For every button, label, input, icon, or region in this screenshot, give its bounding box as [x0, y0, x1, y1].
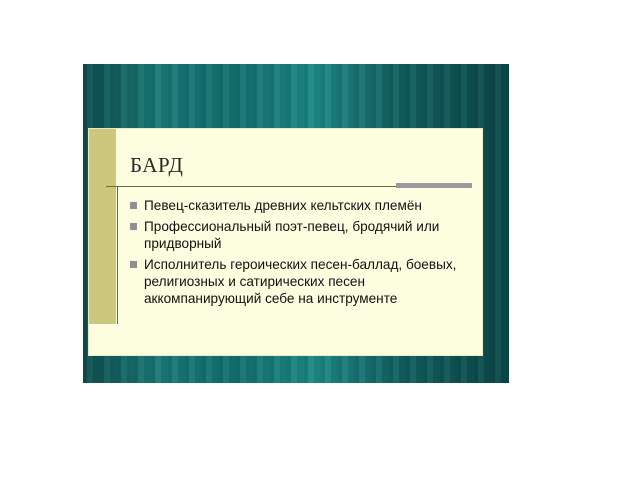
slide-title: БАРД [130, 153, 184, 177]
title-underline-accent [396, 183, 472, 188]
left-accent-stripe [89, 129, 116, 324]
square-bullet-icon [130, 202, 137, 209]
bullet-list [130, 197, 470, 311]
square-bullet-icon [130, 261, 137, 268]
bullet-text: Исполнитель героических песен-баллад, боевых, религиозных и сатирических песен аккомпанирующий себе на инструменте [144, 257, 457, 306]
slide [83, 64, 509, 383]
content-panel [88, 128, 483, 356]
square-bullet-icon [130, 223, 137, 230]
bullet-item [130, 256, 470, 307]
vertical-rule [117, 186, 118, 324]
bullet-item [130, 197, 470, 214]
bullet-text: Певец-сказитель древних кельтских племён [144, 198, 422, 213]
bullet-text: Профессиональный поэт-певец, бродячий или придворный [144, 219, 440, 251]
bullet-item [130, 218, 470, 252]
